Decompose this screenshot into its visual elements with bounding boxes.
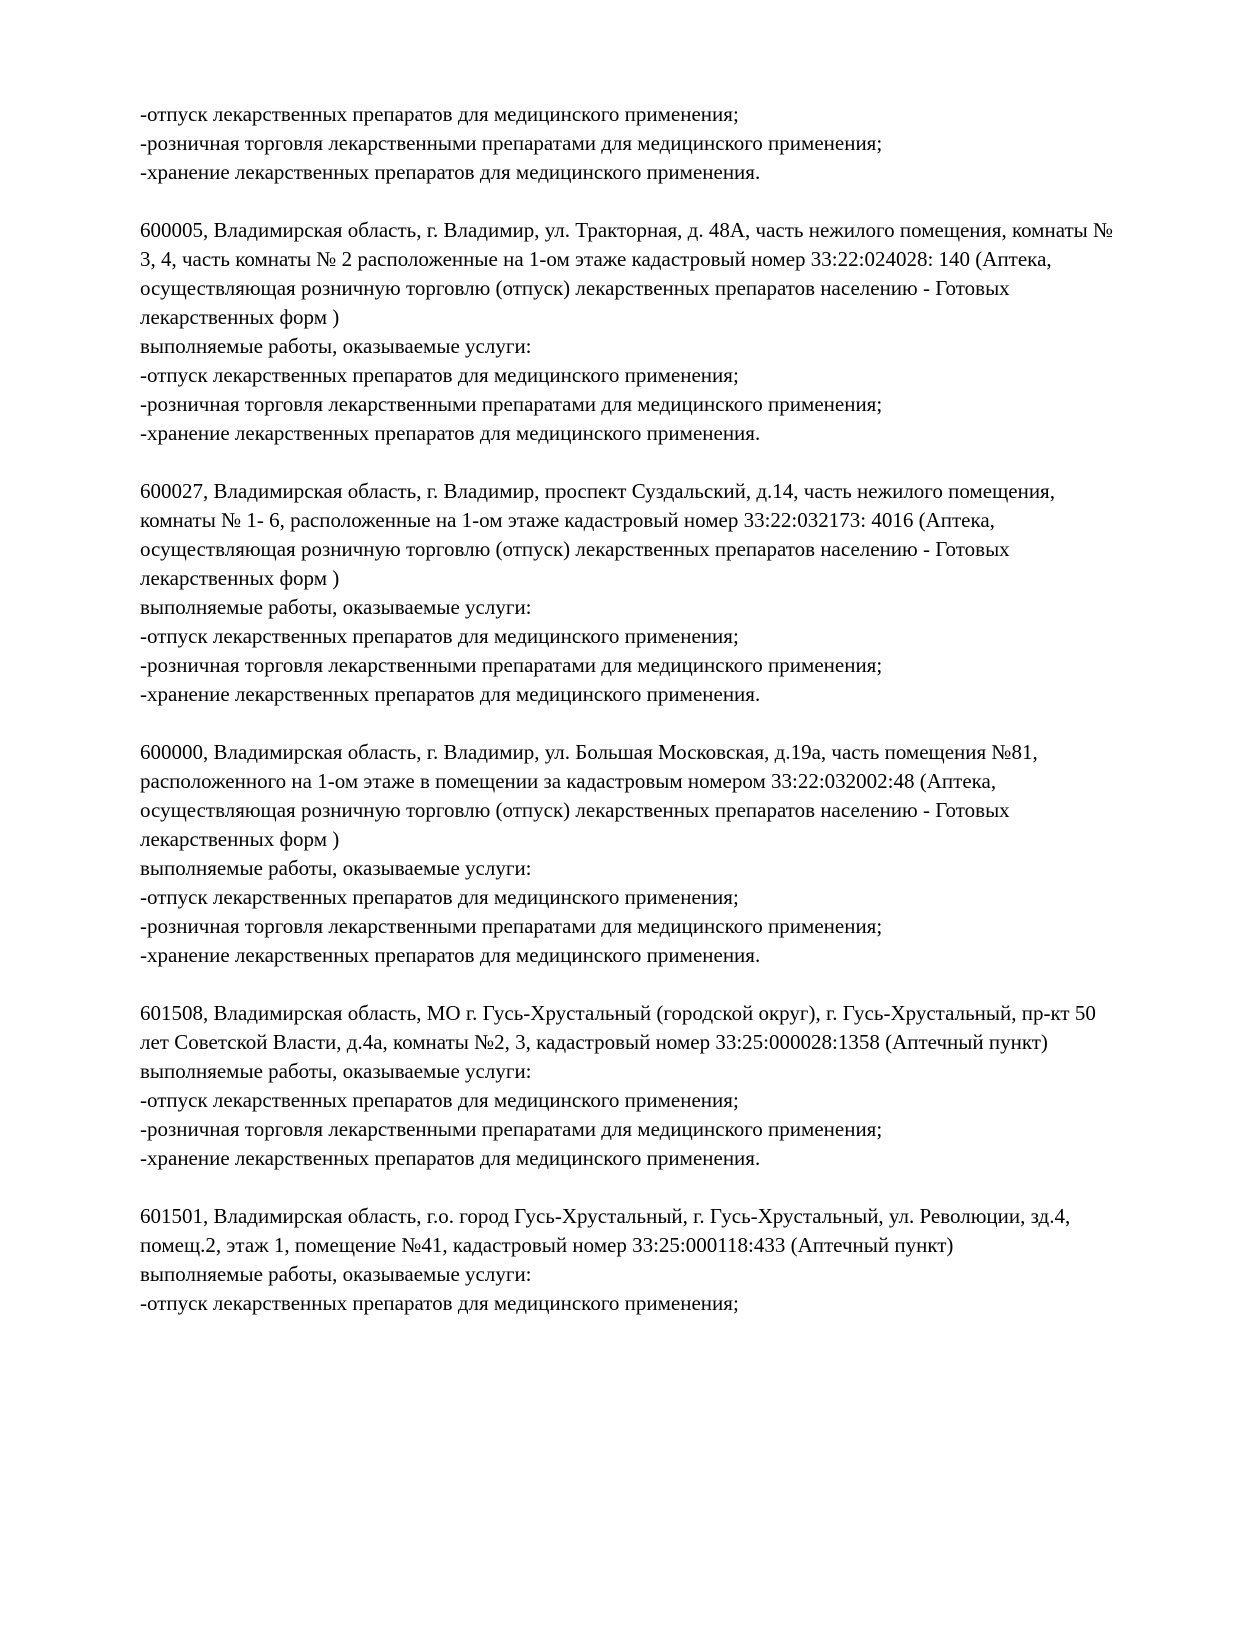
entry-address: 601508, Владимирская область, МО г. Гусь-Хрустальный (городской округ), г. Гусь-Хрустальный, пр-кт 50 лет Советской Власти, д.4а, комнаты №2, 3, кадастровый номер 33:25:000028:1358 (Аптечный пункт) — [140, 1001, 1096, 1054]
license-entry-600027 — [140, 477, 1125, 709]
services-heading: выполняемые работы, оказываемые услуги: — [140, 1262, 532, 1286]
service-item: -отпуск лекарственных препаратов для медицинского применения; — [140, 1291, 739, 1315]
license-entry-601508 — [140, 999, 1125, 1173]
license-entry-600000 — [140, 738, 1125, 970]
services-heading: выполняемые работы, оказываемые услуги: — [140, 334, 532, 358]
entry-address: 600005, Владимирская область, г. Владимир, ул. Тракторная, д. 48А, часть нежилого помещения, комнаты № 3, 4, часть комнаты № 2 расположенные на 1-ом этаже кадастровый номер 33:22:024028: 140 (Аптека, осуществляющая розничную торговлю (отпуск) лекарственных препаратов населению - Готовых лекарственных форм ) — [140, 218, 1114, 329]
entry-address: 600027, Владимирская область, г. Владимир, проспект Суздальский, д.14, часть нежилого помещения, комнаты № 1- 6, расположенные на 1-ом этаже кадастровый номер 33:22:032173: 4016 (Аптека, осуществляющая розничную торговлю (отпуск) лекарственных препаратов населению - Готовых лекарственных форм ) — [140, 479, 1055, 590]
service-item: -хранение лекарственных препаратов для медицинского применения. — [140, 160, 761, 184]
service-item: -розничная торговля лекарственными препаратами для медицинского применения; — [140, 1117, 883, 1141]
service-item: -хранение лекарственных препаратов для медицинского применения. — [140, 943, 761, 967]
entry-address: 600000, Владимирская область, г. Владимир, ул. Большая Московская, д.19а, часть помещения №81, расположенного на 1-ом этаже в помещении за кадастровым номером 33:22:032002:48 (Аптека, осуществляющая розничную торговлю (отпуск) лекарственных препаратов населению - Готовых лекарственных форм ) — [140, 740, 1038, 851]
services-heading: выполняемые работы, оказываемые услуги: — [140, 1059, 532, 1083]
license-entry-601501 — [140, 1202, 1125, 1318]
service-item: -отпуск лекарственных препаратов для медицинского применения; — [140, 363, 739, 387]
service-item: -хранение лекарственных препаратов для медицинского применения. — [140, 1146, 761, 1170]
service-item: -отпуск лекарственных препаратов для медицинского применения; — [140, 885, 739, 909]
services-heading: выполняемые работы, оказываемые услуги: — [140, 595, 532, 619]
service-item: -розничная торговля лекарственными препаратами для медицинского применения; — [140, 914, 883, 938]
services-heading: выполняемые работы, оказываемые услуги: — [140, 856, 532, 880]
service-item: -хранение лекарственных препаратов для медицинского применения. — [140, 421, 761, 445]
service-item: -хранение лекарственных препаратов для медицинского применения. — [140, 682, 761, 706]
service-item: -розничная торговля лекарственными препаратами для медицинского применения; — [140, 653, 883, 677]
service-item: -отпуск лекарственных препаратов для медицинского применения; — [140, 102, 739, 126]
service-item: -отпуск лекарственных препаратов для медицинского применения; — [140, 624, 739, 648]
entry-continuation — [140, 100, 1125, 187]
license-entry-600005 — [140, 216, 1125, 448]
entry-address: 601501, Владимирская область, г.о. город Гусь-Хрустальный, г. Гусь-Хрустальный, ул. Революции, зд.4, помещ.2, этаж 1, помещение №41, кадастровый номер 33:25:000118:433 (Аптечный пункт) — [140, 1204, 1071, 1257]
service-item: -отпуск лекарственных препаратов для медицинского применения; — [140, 1088, 739, 1112]
document-page — [140, 100, 1125, 1347]
service-item: -розничная торговля лекарственными препаратами для медицинского применения; — [140, 131, 883, 155]
service-item: -розничная торговля лекарственными препаратами для медицинского применения; — [140, 392, 883, 416]
